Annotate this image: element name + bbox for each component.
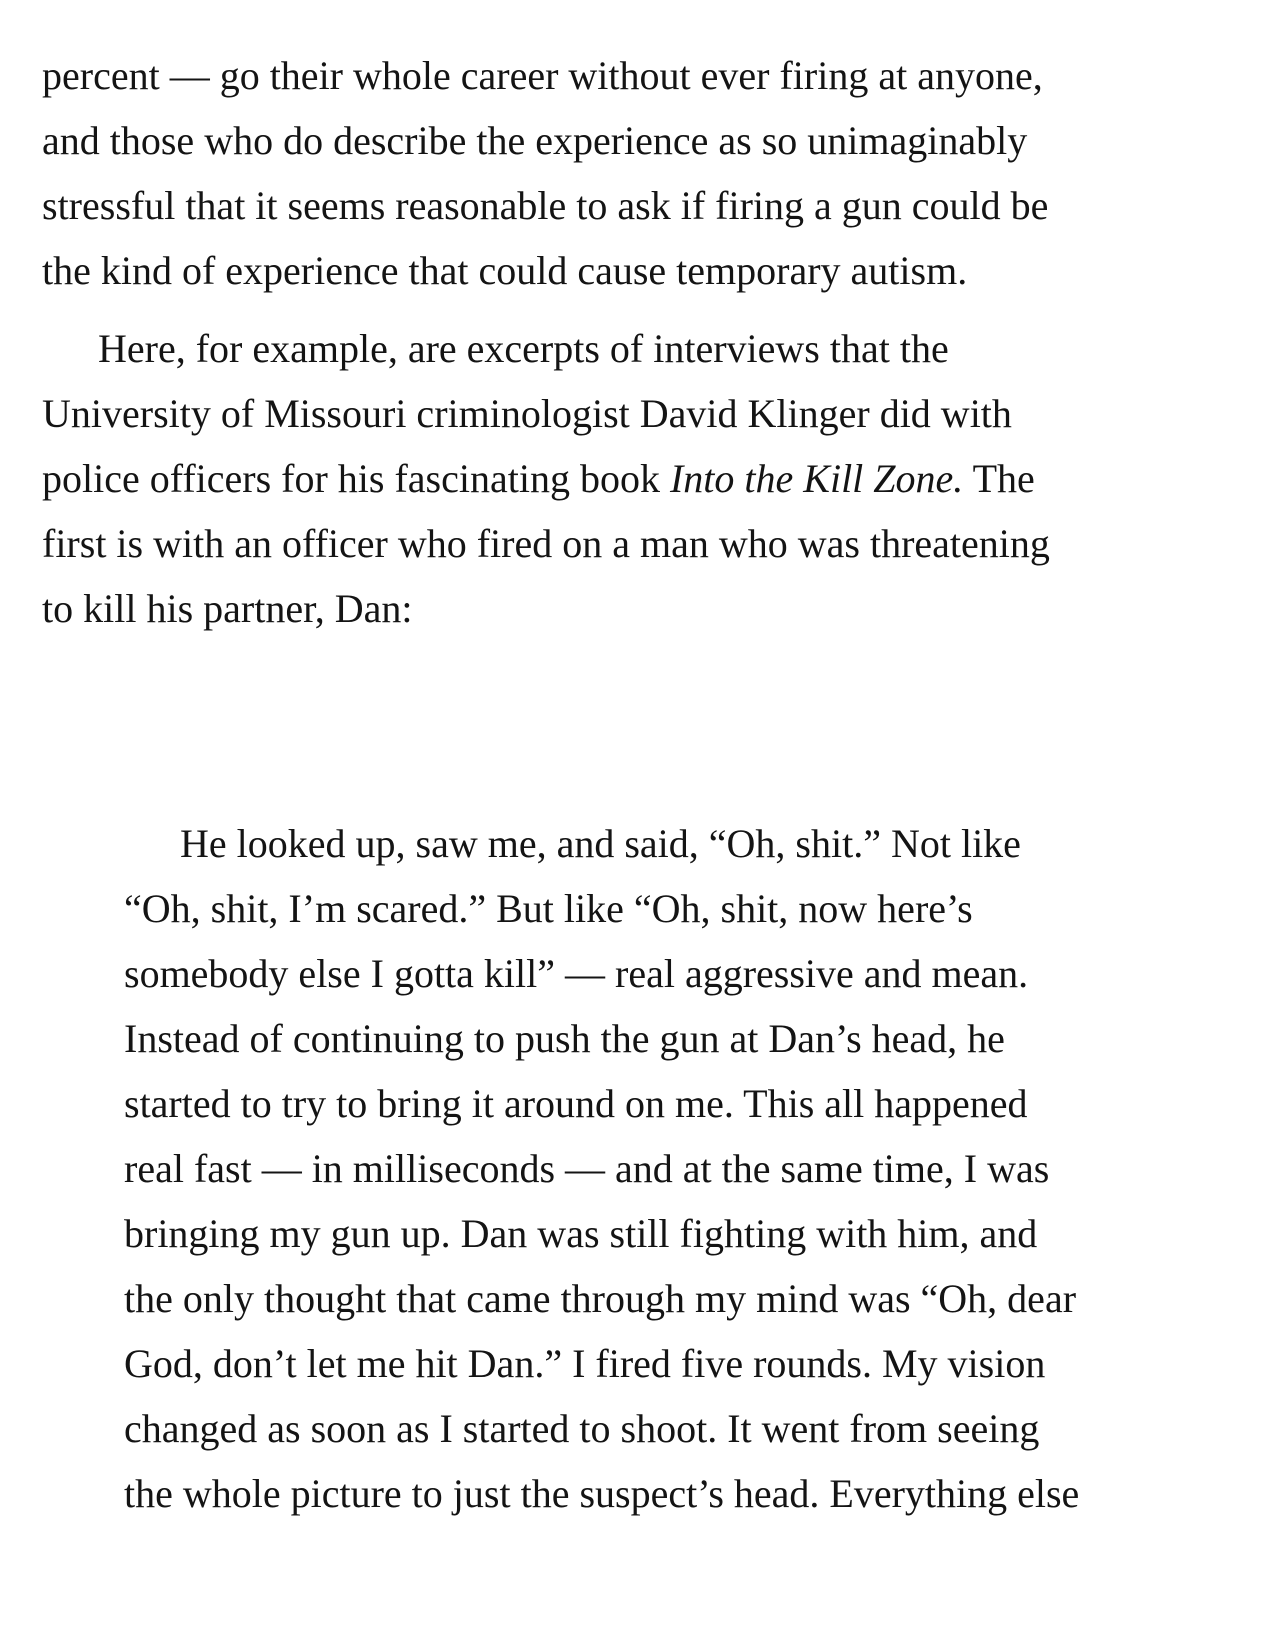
- quote-text-line: “Oh, shit, I’m scared.” But like “Oh, shit, now here’s: [124, 886, 973, 931]
- body-text-line: University of Missouri criminologist David Klinger did with: [42, 391, 1012, 436]
- quote-text-line: Instead of continuing to push the gun at Dan’s head, he: [124, 1016, 1005, 1061]
- body-text-line: first is with an officer who fired on a man who was threatening: [42, 521, 1050, 566]
- body-text-line: stressful that it seems reasonable to ask if firing a gun could be: [42, 183, 1049, 228]
- body-text-line: percent — go their whole career without ever firing at anyone,: [42, 53, 1043, 98]
- quote-text-line: God, don’t let me hit Dan.” I fired five rounds. My vision: [124, 1341, 1046, 1386]
- quote-text-line: started to try to bring it around on me. This all happened: [124, 1081, 1028, 1126]
- quote-text-line: bringing my gun up. Dan was still fighting with him, and: [124, 1211, 1038, 1256]
- quote-text-line: the only thought that came through my mind was “Oh, dear: [124, 1276, 1077, 1321]
- quote-text-line: real fast — in milliseconds — and at the same time, I was: [124, 1146, 1050, 1191]
- body-text-line: to kill his partner, Dan:: [42, 586, 413, 631]
- body-text-segment: The: [963, 456, 1035, 501]
- book-title: Into the Kill Zone.: [669, 456, 964, 501]
- quote-text-line: He looked up, saw me, and said, “Oh, shit.” Not like: [180, 821, 1021, 866]
- body-text-segment: police officers for his fascinating book: [42, 456, 670, 501]
- quote-text-line: somebody else I gotta kill” — real aggressive and mean.: [124, 951, 1029, 996]
- body-text-line: the kind of experience that could cause temporary autism.: [42, 248, 968, 293]
- body-text-line: Here, for example, are excerpts of interviews that the: [98, 326, 949, 371]
- body-text-line: and those who do describe the experience as so unimaginably: [42, 118, 1028, 163]
- quote-text-line: changed as soon as I started to shoot. It went from seeing: [124, 1406, 1040, 1451]
- body-text-line: [42, 455, 1035, 503]
- quote-text-line: the whole picture to just the suspect’s head. Everything else: [124, 1471, 1080, 1516]
